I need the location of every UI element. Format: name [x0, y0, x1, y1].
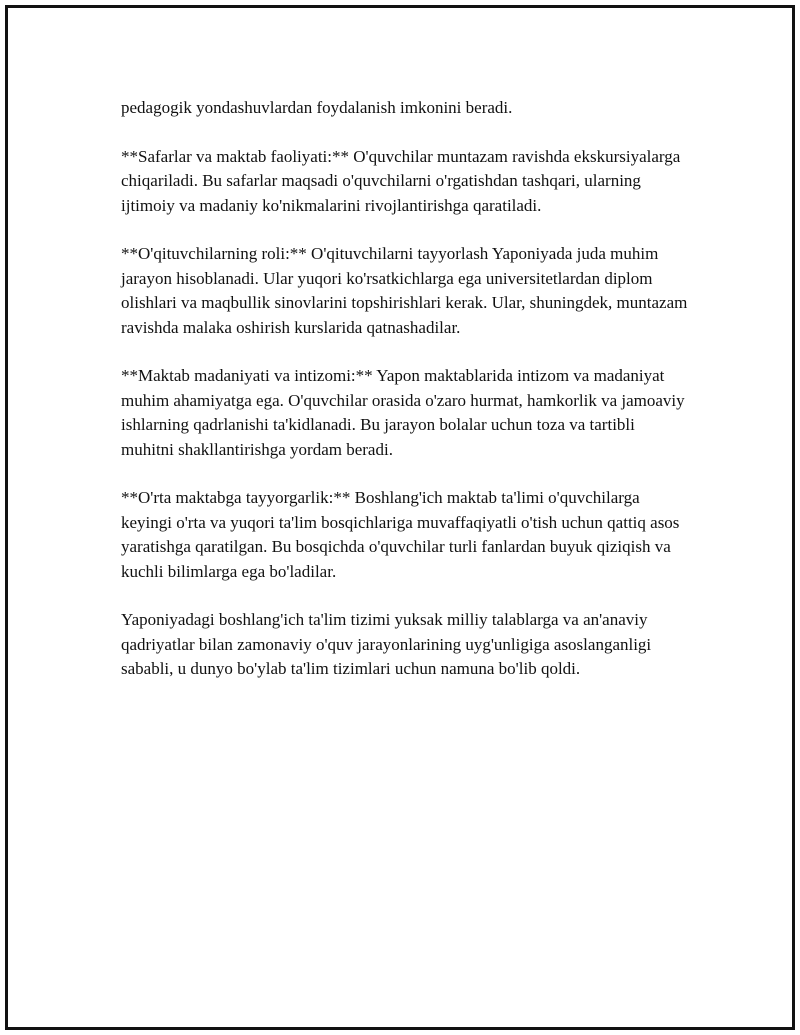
paragraph-school-culture-discipline: **Maktab madaniyati va intizomi:** Yapon maktablarida intizom va madaniyat muhim ahamiyatga ega. O'quvchilar orasida o'zaro hurmat, hamkorlik va jamoaviy ishlarning qadrlanishi ta'kidlanadi. Bu jarayon bolalar uchun toza va tartibli muhitni shakllantirishga yordam beradi. [121, 366, 685, 459]
paragraph-middle-school-preparation: **O'rta maktabga tayyorgarlik:** Boshlang'ich maktab ta'limi o'quvchilarga keyingi o'rta va yuqori ta'lim bosqichlariga muvaffaqiyatli o'tish uchun qattiq asos yaratishga qaratilgan. Bu bosqichda o'quvchilar turli fanlardan buyuk qiziqish va kuchli bilimlarga ega bo'ladilar. [121, 488, 680, 581]
document-body [121, 96, 691, 706]
paragraph-conclusion: Yaponiyadagi boshlang'ich ta'lim tizimi yuksak milliy talablarga va an'anaviy qadriyatlar bilan zamonaviy o'quv jarayonlarining uyg'unligiga asoslanganligi sababli, u dunyo bo'ylab ta'lim tizimlari uchun namuna bo'lib qoldi. [121, 610, 652, 679]
document-page [5, 5, 795, 1030]
paragraph-trips-and-school-activities: **Safarlar va maktab faoliyati:** O'quvchilar muntazam ravishda ekskursiyalarga chiqariladi. Bu safarlar maqsadi o'quvchilarni o'rgatishdan tashqari, ularning ijtimoiy va madaniy ko'nikmalarini rivojlantirishga qaratiladi. [121, 146, 681, 215]
paragraph-intro-continuation: pedagogik yondashuvlardan foydalanish imkonini beradi. [121, 98, 513, 117]
paragraph-teachers-role: **O'qituvchilarning roli:** O'qituvchilarni tayyorlash Yaponiyada juda muhim jarayon hisoblanadi. Ular yuqori ko'rsatkichlarga ega universitetlardan diplom olishlari va maqbullik sinovlarini topshirishlari kerak. Ular, shuningdek, muntazam ravishda malaka oshirish kurslarida qatnashadilar. [121, 244, 688, 337]
